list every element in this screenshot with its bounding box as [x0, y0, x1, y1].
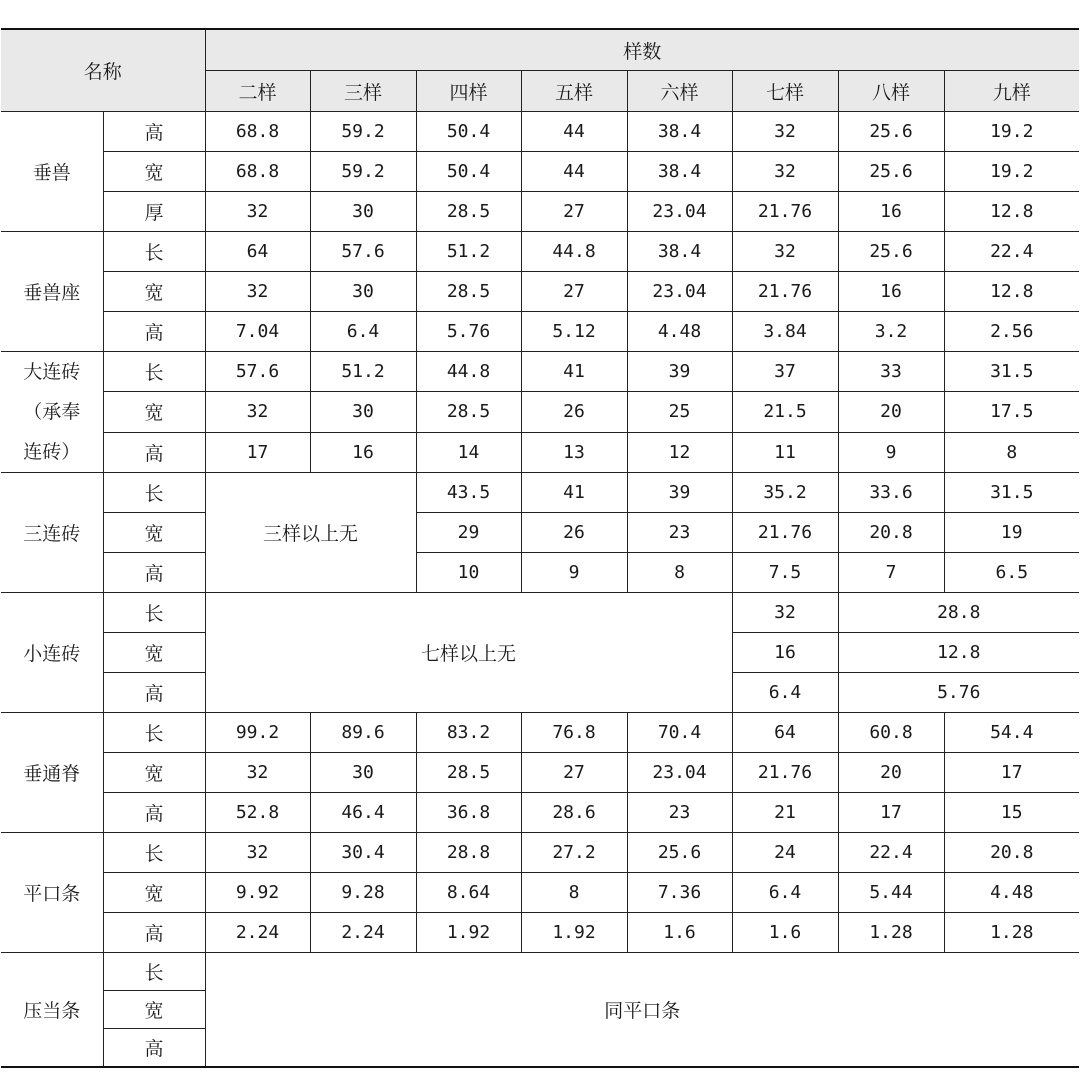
grade-6: 六样	[627, 71, 732, 112]
group-name-line: 大连砖	[23, 361, 81, 383]
row-label: 高	[103, 432, 205, 472]
table-cell: 6.4	[310, 312, 416, 352]
row-label: 高	[103, 793, 205, 833]
table-cell: 12.8	[944, 272, 1079, 312]
table-cell: 59.2	[310, 112, 416, 152]
table-cell: 89.6	[310, 713, 416, 753]
group-name-sanlianzhuan: 三连砖	[1, 473, 103, 593]
table-cell: 11	[732, 432, 838, 472]
row-label: 高	[103, 673, 205, 713]
table-cell: 41	[521, 352, 627, 392]
row-label: 长	[103, 232, 205, 272]
table-cell: 57.6	[310, 232, 416, 272]
table-cell: 23	[627, 513, 732, 553]
table-cell: 76.8	[521, 713, 627, 753]
table-cell: 32	[205, 753, 310, 793]
table-row	[1, 432, 1079, 472]
table-cell: 68.8	[205, 112, 310, 152]
table-cell: 35.2	[732, 473, 838, 513]
table-cell: 23.04	[627, 753, 732, 793]
table-cell: 23.04	[627, 272, 732, 312]
table-cell: 6.4	[732, 873, 838, 913]
row-label: 长	[103, 593, 205, 633]
table-cell: 28.8	[416, 833, 521, 873]
table-cell: 29	[416, 513, 521, 553]
table-cell: 46.4	[310, 793, 416, 833]
table-cell: 8	[521, 873, 627, 913]
row-label: 长	[103, 833, 205, 873]
table-cell: 9	[838, 432, 944, 472]
table-cell: 30	[310, 392, 416, 432]
table-cell: 37	[732, 352, 838, 392]
table-cell: 32	[205, 272, 310, 312]
table-cell: 1.92	[521, 913, 627, 953]
table-cell: 21.5	[732, 392, 838, 432]
grade-3: 三样	[310, 71, 416, 112]
table-cell: 32	[205, 192, 310, 232]
table-cell: 25.6	[838, 152, 944, 192]
table-cell: 44	[521, 152, 627, 192]
table-cell: 38.4	[627, 152, 732, 192]
row-label: 长	[103, 713, 205, 753]
table-cell: 16	[732, 633, 838, 673]
group-name-line: （承奉	[23, 401, 81, 423]
group-name-line: 连砖）	[23, 441, 81, 463]
table-cell: 41	[521, 473, 627, 513]
table-cell: 39	[627, 473, 732, 513]
row-label: 高	[103, 112, 205, 152]
table-cell: 50.4	[416, 112, 521, 152]
table-row	[1, 152, 1079, 192]
table-cell: 23.04	[627, 192, 732, 232]
group-name-chuishou: 垂兽	[1, 112, 103, 232]
table-row	[1, 593, 1079, 633]
table-cell: 16	[838, 272, 944, 312]
table-cell: 26	[521, 392, 627, 432]
dimension-table	[1, 28, 1079, 1068]
table-cell: 28.5	[416, 392, 521, 432]
table-cell: 2.24	[310, 913, 416, 953]
grade-9: 九样	[944, 71, 1079, 112]
table-cell: 38.4	[627, 232, 732, 272]
table-cell: 17	[944, 753, 1079, 793]
table-cell: 19	[944, 513, 1079, 553]
grade-header: 样数	[205, 29, 1079, 71]
table-cell: 50.4	[416, 152, 521, 192]
table-cell: 12.8	[944, 192, 1079, 232]
table-cell: 8	[944, 432, 1079, 472]
table-cell: 7.36	[627, 873, 732, 913]
table-row	[1, 913, 1079, 953]
table-cell: 4.48	[944, 873, 1079, 913]
table-row	[1, 553, 1079, 593]
table-cell: 27.2	[521, 833, 627, 873]
table-row	[1, 312, 1079, 352]
table-cell: 64	[205, 232, 310, 272]
table-cell: 4.48	[627, 312, 732, 352]
not-available-note: 三样以上无	[205, 473, 416, 593]
row-label: 宽	[103, 633, 205, 673]
table-cell: 9.92	[205, 873, 310, 913]
table-cell: 8	[627, 553, 732, 593]
table-row	[1, 272, 1079, 312]
table-cell: 2.24	[205, 913, 310, 953]
table-cell: 27	[521, 272, 627, 312]
table-cell: 21.76	[732, 513, 838, 553]
table-cell: 21.76	[732, 272, 838, 312]
table-cell: 28.5	[416, 192, 521, 232]
row-label: 宽	[103, 272, 205, 312]
table-cell: 30	[310, 753, 416, 793]
table-row	[1, 392, 1079, 432]
table-cell: 1.6	[627, 913, 732, 953]
table-cell: 32	[732, 593, 838, 633]
row-label: 宽	[103, 753, 205, 793]
row-label: 长	[103, 473, 205, 513]
table-cell: 5.44	[838, 873, 944, 913]
table-cell: 26	[521, 513, 627, 553]
table-cell: 32	[732, 112, 838, 152]
table-cell: 2.56	[944, 312, 1079, 352]
table-cell: 6.4	[732, 673, 838, 713]
table-cell: 25.6	[838, 112, 944, 152]
table-cell: 10	[416, 553, 521, 593]
table-row	[1, 753, 1079, 793]
table-cell: 28.5	[416, 272, 521, 312]
table-cell: 68.8	[205, 152, 310, 192]
table-cell: 30.4	[310, 833, 416, 873]
table-cell: 32	[205, 392, 310, 432]
grade-8: 八样	[838, 71, 944, 112]
table-cell: 8.64	[416, 873, 521, 913]
row-label: 宽	[103, 513, 205, 553]
table-cell: 22.4	[838, 833, 944, 873]
table-cell: 44.8	[416, 352, 521, 392]
grade-2: 二样	[205, 71, 310, 112]
table-cell: 51.2	[310, 352, 416, 392]
table-row	[1, 192, 1079, 232]
group-name-chuishouzuo: 垂兽座	[1, 232, 103, 352]
table-cell: 83.2	[416, 713, 521, 753]
row-label: 高	[103, 553, 205, 593]
table-row	[1, 352, 1079, 392]
table-cell: 54.4	[944, 713, 1079, 753]
table-cell: 25.6	[627, 833, 732, 873]
table-cell: 38.4	[627, 112, 732, 152]
row-label: 厚	[103, 192, 205, 232]
row-label: 高	[103, 312, 205, 352]
row-label: 高	[103, 1029, 205, 1068]
table-cell: 32	[732, 232, 838, 272]
table-cell: 70.4	[627, 713, 732, 753]
table-cell: 28.5	[416, 753, 521, 793]
table-cell: 21.76	[732, 753, 838, 793]
table-cell: 28.6	[521, 793, 627, 833]
grade-7: 七样	[732, 71, 838, 112]
table-cell: 19.2	[944, 112, 1079, 152]
table-cell: 33.6	[838, 473, 944, 513]
grade-5: 五样	[521, 71, 627, 112]
table-cell: 30	[310, 192, 416, 232]
table-row	[1, 793, 1079, 833]
row-label: 宽	[103, 392, 205, 432]
table-row	[1, 513, 1079, 553]
table-cell: 14	[416, 432, 521, 472]
table-cell: 7.5	[732, 553, 838, 593]
table-cell: 57.6	[205, 352, 310, 392]
table-row	[1, 873, 1079, 913]
table-cell: 9.28	[310, 873, 416, 913]
table-cell: 21.76	[732, 192, 838, 232]
table-cell: 12	[627, 432, 732, 472]
table-cell: 7	[838, 553, 944, 593]
table-cell: 20	[838, 753, 944, 793]
group-name-dalianzhuan	[1, 352, 103, 473]
table-cell: 44	[521, 112, 627, 152]
table-cell: 59.2	[310, 152, 416, 192]
row-label: 宽	[103, 991, 205, 1029]
table-cell: 16	[310, 432, 416, 472]
table-cell: 1.6	[732, 913, 838, 953]
table-cell: 5.76	[838, 673, 1079, 713]
table-cell: 27	[521, 753, 627, 793]
row-label: 长	[103, 953, 205, 991]
table-cell: 32	[732, 152, 838, 192]
group-name-pingkoutiao: 平口条	[1, 833, 103, 953]
table-row	[1, 833, 1079, 873]
not-available-note: 七样以上无	[205, 593, 732, 713]
group-name-chuitongji: 垂通脊	[1, 713, 103, 833]
table-cell: 60.8	[838, 713, 944, 753]
table-cell: 17	[205, 432, 310, 472]
table-cell: 1.28	[838, 913, 944, 953]
table-cell: 13	[521, 432, 627, 472]
same-as-note: 同平口条	[205, 953, 1079, 1068]
table-cell: 12.8	[838, 633, 1079, 673]
table-cell: 15	[944, 793, 1079, 833]
table-cell: 25	[627, 392, 732, 432]
table-cell: 36.8	[416, 793, 521, 833]
header-row-1	[1, 29, 1079, 71]
table-cell: 19.2	[944, 152, 1079, 192]
table-cell: 22.4	[944, 232, 1079, 272]
table-cell: 25.6	[838, 232, 944, 272]
row-label: 宽	[103, 152, 205, 192]
table-cell: 20.8	[944, 833, 1079, 873]
table-cell: 99.2	[205, 713, 310, 753]
table-cell: 27	[521, 192, 627, 232]
table-row	[1, 232, 1079, 272]
table-cell: 31.5	[944, 473, 1079, 513]
grade-4: 四样	[416, 71, 521, 112]
table-cell: 17	[838, 793, 944, 833]
table-cell: 43.5	[416, 473, 521, 513]
table-cell: 30	[310, 272, 416, 312]
table-cell: 23	[627, 793, 732, 833]
table-row	[1, 953, 1079, 991]
table-cell: 17.5	[944, 392, 1079, 432]
table-cell: 5.76	[416, 312, 521, 352]
table-cell: 51.2	[416, 232, 521, 272]
table-cell: 44.8	[521, 232, 627, 272]
table-row	[1, 713, 1079, 753]
table-cell: 3.84	[732, 312, 838, 352]
table-row	[1, 112, 1079, 152]
table-row	[1, 473, 1079, 513]
table-cell: 21	[732, 793, 838, 833]
table-cell: 28.8	[838, 593, 1079, 633]
row-label: 长	[103, 352, 205, 392]
table-cell: 32	[205, 833, 310, 873]
row-label: 高	[103, 913, 205, 953]
group-name-xiaolianzhuan: 小连砖	[1, 593, 103, 713]
table-cell: 52.8	[205, 793, 310, 833]
table-cell: 31.5	[944, 352, 1079, 392]
table-cell: 9	[521, 553, 627, 593]
table-cell: 6.5	[944, 553, 1079, 593]
table-cell: 39	[627, 352, 732, 392]
table-cell: 5.12	[521, 312, 627, 352]
table-cell: 1.28	[944, 913, 1079, 953]
table-cell: 64	[732, 713, 838, 753]
table-cell: 1.92	[416, 913, 521, 953]
name-header: 名称	[1, 29, 205, 112]
table-cell: 20	[838, 392, 944, 432]
table-cell: 20.8	[838, 513, 944, 553]
row-label: 宽	[103, 873, 205, 913]
table-cell: 16	[838, 192, 944, 232]
table-cell: 7.04	[205, 312, 310, 352]
table-cell: 3.2	[838, 312, 944, 352]
table-cell: 33	[838, 352, 944, 392]
table-cell: 24	[732, 833, 838, 873]
group-name-yadangtiao: 压当条	[1, 953, 103, 1068]
